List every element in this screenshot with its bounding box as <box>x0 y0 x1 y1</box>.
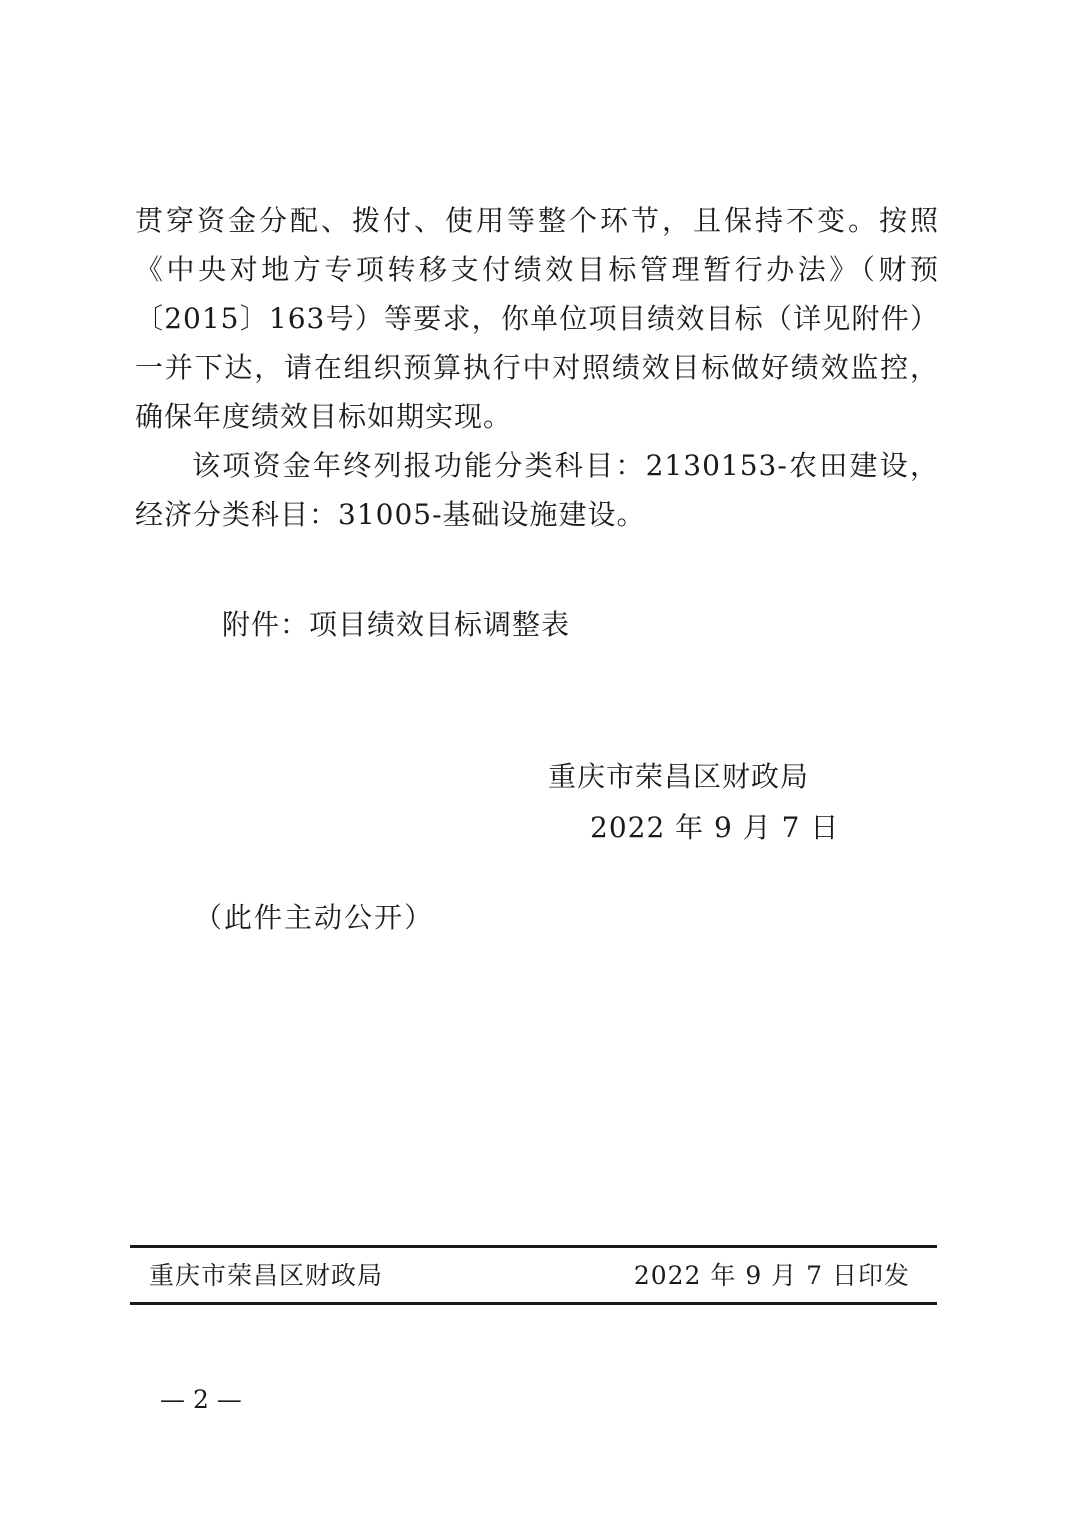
document-body <box>135 196 939 539</box>
footer-bottom-rule <box>130 1302 937 1305</box>
footer-top-rule <box>130 1245 937 1248</box>
page-number: — 2 — <box>160 1385 242 1414</box>
signature-organization: 重庆市荣昌区财政局 <box>548 760 810 793</box>
footer-issuing-organization: 重庆市荣昌区财政局 <box>149 1261 384 1290</box>
body-paragraph-budget-subject: 该项资金年终列报功能分类科目：2130153-农田建设，经济分类科目：31005-基础设施建设。 <box>135 449 939 531</box>
public-disclosure-note: （此件主动公开） <box>194 901 435 934</box>
footer-issue-date: 2022 年 9 月 7 日印发 <box>633 1261 910 1290</box>
attachment-line: 附件：项目绩效目标调整表 <box>222 608 571 641</box>
signature-date: 2022 年 9 月 7 日 <box>590 811 840 844</box>
body-paragraph-continued: 贯穿资金分配、拨付、使用等整个环节，且保持不变。按照《中央对地方专项转移支付绩效目标管理暂行办法》（财预〔2015〕163号）等要求，你单位项目绩效目标（详见附件）一并下达，请在组织预算执行中对照绩效目标做好绩效监控，确保年度绩效目标如期实现。 <box>135 204 939 433</box>
